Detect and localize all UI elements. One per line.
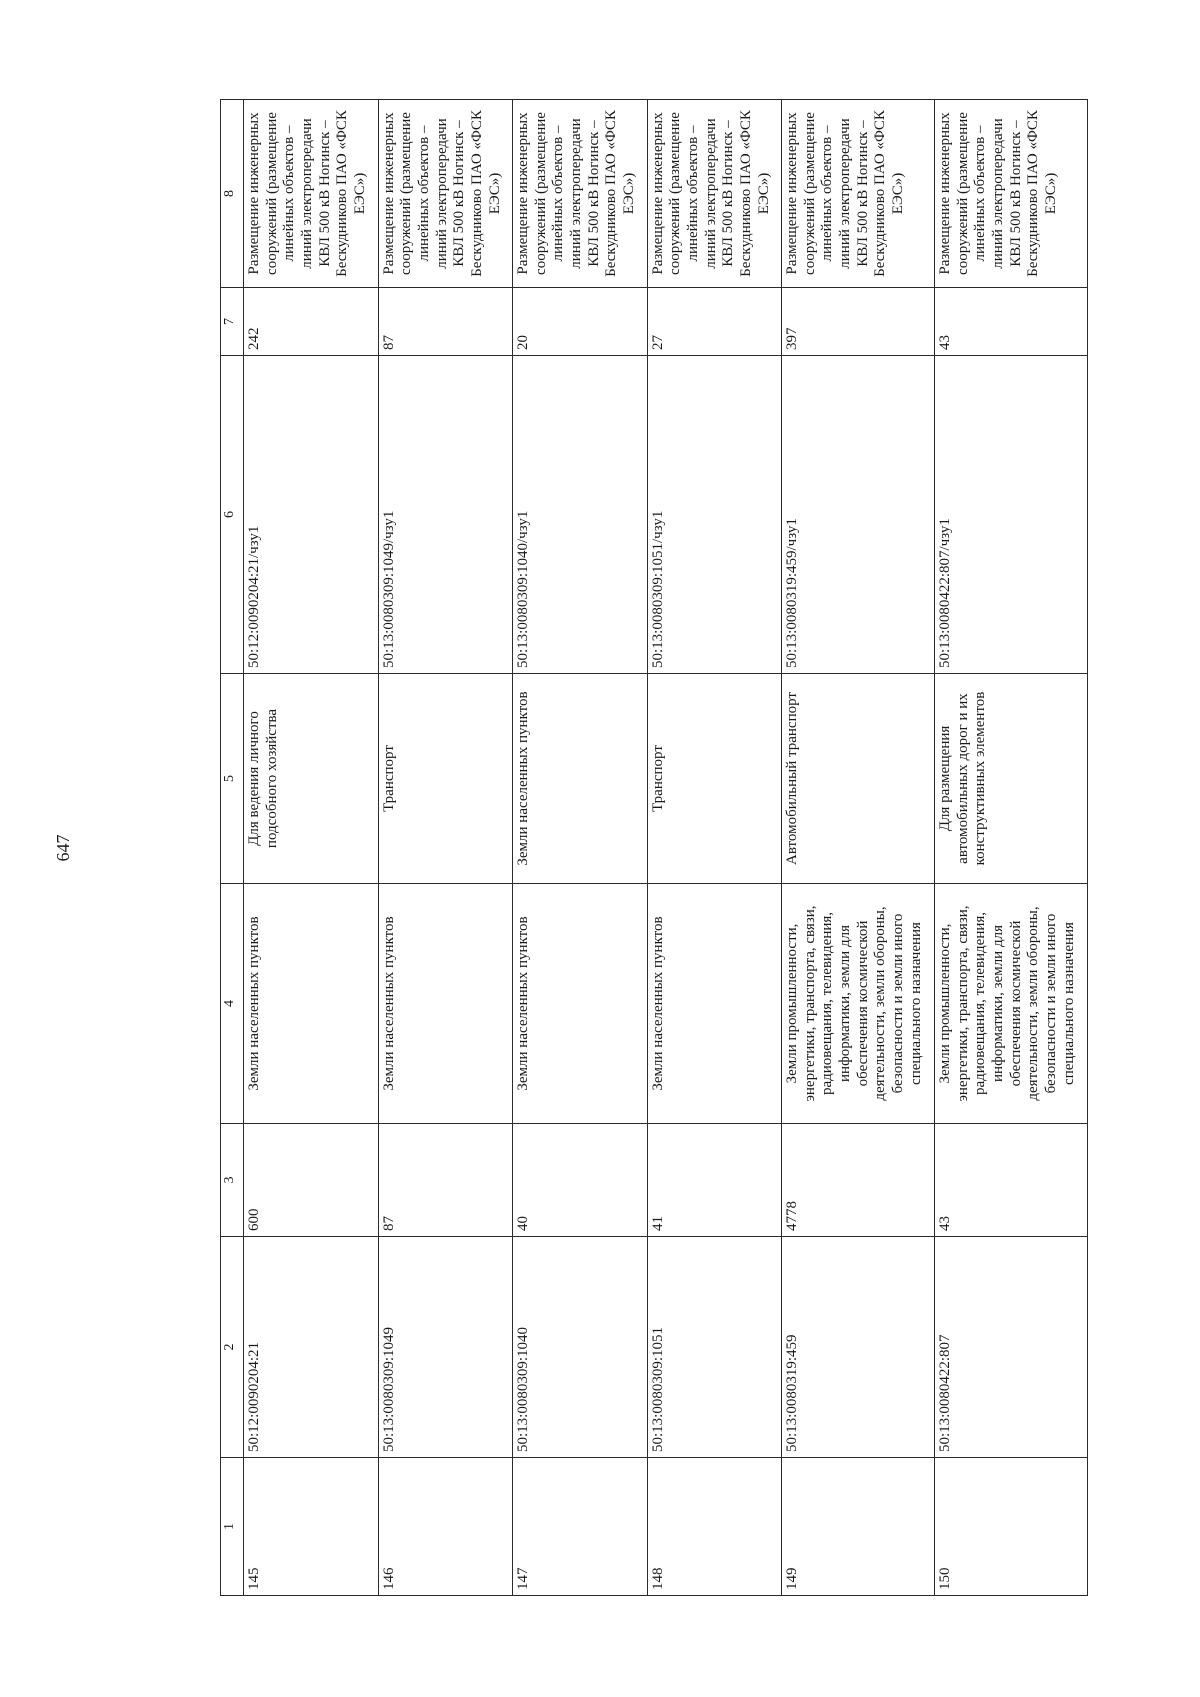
cadastral-number-cell: 50:13:0080319:459: [782, 1237, 935, 1458]
land-category-cell: Земли населенных пунктов: [244, 884, 379, 1124]
table-row: [244, 100, 379, 1596]
plot-part-number-cell: 50:12:0090204:21/чзу1: [244, 356, 379, 674]
area-cell: 43: [934, 1124, 1087, 1237]
column-header: 1: [221, 1458, 244, 1596]
row-number-cell: 148: [647, 1458, 782, 1596]
area-cell: 600: [244, 1124, 379, 1237]
column-header: 4: [221, 884, 244, 1124]
purpose-cell: Размещение инженерных сооружений (размещение линейных объектов – линий электропередачи КВЛ 500 кВ Ногинск – Бескудниково ПАО «ФСК ЕЭС»): [647, 100, 782, 288]
permitted-use-cell: Для ведения личного подсобного хозяйства: [244, 674, 379, 884]
column-header: 3: [221, 1124, 244, 1237]
area-cell: 40: [513, 1124, 648, 1237]
plot-part-number-cell: 50:13:0080319:459/чзу1: [782, 356, 935, 674]
cadastral-number-cell: 50:13:0080309:1049: [378, 1237, 513, 1458]
purpose-cell: Размещение инженерных сооружений (размещение линейных объектов – линий электропередачи КВЛ 500 кВ Ногинск – Бескудниково ПАО «ФСК ЕЭС»): [378, 100, 513, 288]
part-area-cell: 397: [782, 288, 935, 356]
permitted-use-cell: Автомобильный транспорт: [782, 674, 935, 884]
land-category-cell: Земли населенных пунктов: [513, 884, 648, 1124]
row-number-cell: 146: [378, 1458, 513, 1596]
land-category-cell: Земли населенных пунктов: [378, 884, 513, 1124]
land-category-cell: Земли промышленности, энергетики, транспорта, связи, радиовещания, телевидения, информатики, земли для обеспечения космической деятельности, земли обороны, безопасности и земли иного специального назначения: [934, 884, 1087, 1124]
permitted-use-cell: Для размещения автомобильных дорог и их конструктивных элементов: [934, 674, 1087, 884]
part-area-cell: 87: [378, 288, 513, 356]
page-number: 647: [53, 834, 73, 862]
permitted-use-cell: Земли населенных пунктов: [513, 674, 648, 884]
table-row: [513, 100, 648, 1596]
plot-part-number-cell: 50:13:0080422:807/чзу1: [934, 356, 1087, 674]
plot-part-number-cell: 50:13:0080309:1049/чзу1: [378, 356, 513, 674]
part-area-cell: 27: [647, 288, 782, 356]
row-number-cell: 149: [782, 1458, 935, 1596]
area-cell: 4778: [782, 1124, 935, 1237]
part-area-cell: 242: [244, 288, 379, 356]
plot-part-number-cell: 50:13:0080309:1051/чзу1: [647, 356, 782, 674]
cadastral-number-cell: 50:13:0080309:1051: [647, 1237, 782, 1458]
purpose-cell: Размещение инженерных сооружений (размещение линейных объектов – линий электропередачи КВЛ 500 кВ Ногинск – Бескудниково ПАО «ФСК ЕЭС»): [782, 100, 935, 288]
land-plots-table: [220, 99, 1088, 1596]
cadastral-number-cell: 50:13:0080422:807: [934, 1237, 1087, 1458]
plot-part-number-cell: 50:13:0080309:1040/чзу1: [513, 356, 648, 674]
row-number-cell: 147: [513, 1458, 648, 1596]
column-number-row: [221, 100, 244, 1596]
cadastral-number-cell: 50:12:0090204:21: [244, 1237, 379, 1458]
cadastral-number-cell: 50:13:0080309:1040: [513, 1237, 648, 1458]
land-category-cell: Земли населенных пунктов: [647, 884, 782, 1124]
part-area-cell: 20: [513, 288, 648, 356]
table-row: [647, 100, 782, 1596]
column-header: 8: [221, 100, 244, 288]
area-cell: 87: [378, 1124, 513, 1237]
row-number-cell: 145: [244, 1458, 379, 1596]
row-number-cell: 150: [934, 1458, 1087, 1596]
table-row: [378, 100, 513, 1596]
area-cell: 41: [647, 1124, 782, 1237]
column-header: 7: [221, 288, 244, 356]
permitted-use-cell: Транспорт: [378, 674, 513, 884]
column-header: 2: [221, 1237, 244, 1458]
purpose-cell: Размещение инженерных сооружений (размещение линейных объектов – линий электропередачи КВЛ 500 кВ Ногинск – Бескудниково ПАО «ФСК ЕЭС»): [244, 100, 379, 288]
part-area-cell: 43: [934, 288, 1087, 356]
land-plots-table-sheet: [220, 100, 1088, 1596]
purpose-cell: Размещение инженерных сооружений (размещение линейных объектов – линий электропередачи КВЛ 500 кВ Ногинск – Бескудниково ПАО «ФСК ЕЭС»): [934, 100, 1087, 288]
column-header: 6: [221, 356, 244, 674]
table-row: [934, 100, 1087, 1596]
purpose-cell: Размещение инженерных сооружений (размещение линейных объектов – линий электропередачи КВЛ 500 кВ Ногинск – Бескудниково ПАО «ФСК ЕЭС»): [513, 100, 648, 288]
land-category-cell: Земли промышленности, энергетики, транспорта, связи, радиовещания, телевидения, информатики, земли для обеспечения космической деятельности, земли обороны, безопасности и земли иного специального назначения: [782, 884, 935, 1124]
column-header: 5: [221, 674, 244, 884]
permitted-use-cell: Транспорт: [647, 674, 782, 884]
table-row: [782, 100, 935, 1596]
